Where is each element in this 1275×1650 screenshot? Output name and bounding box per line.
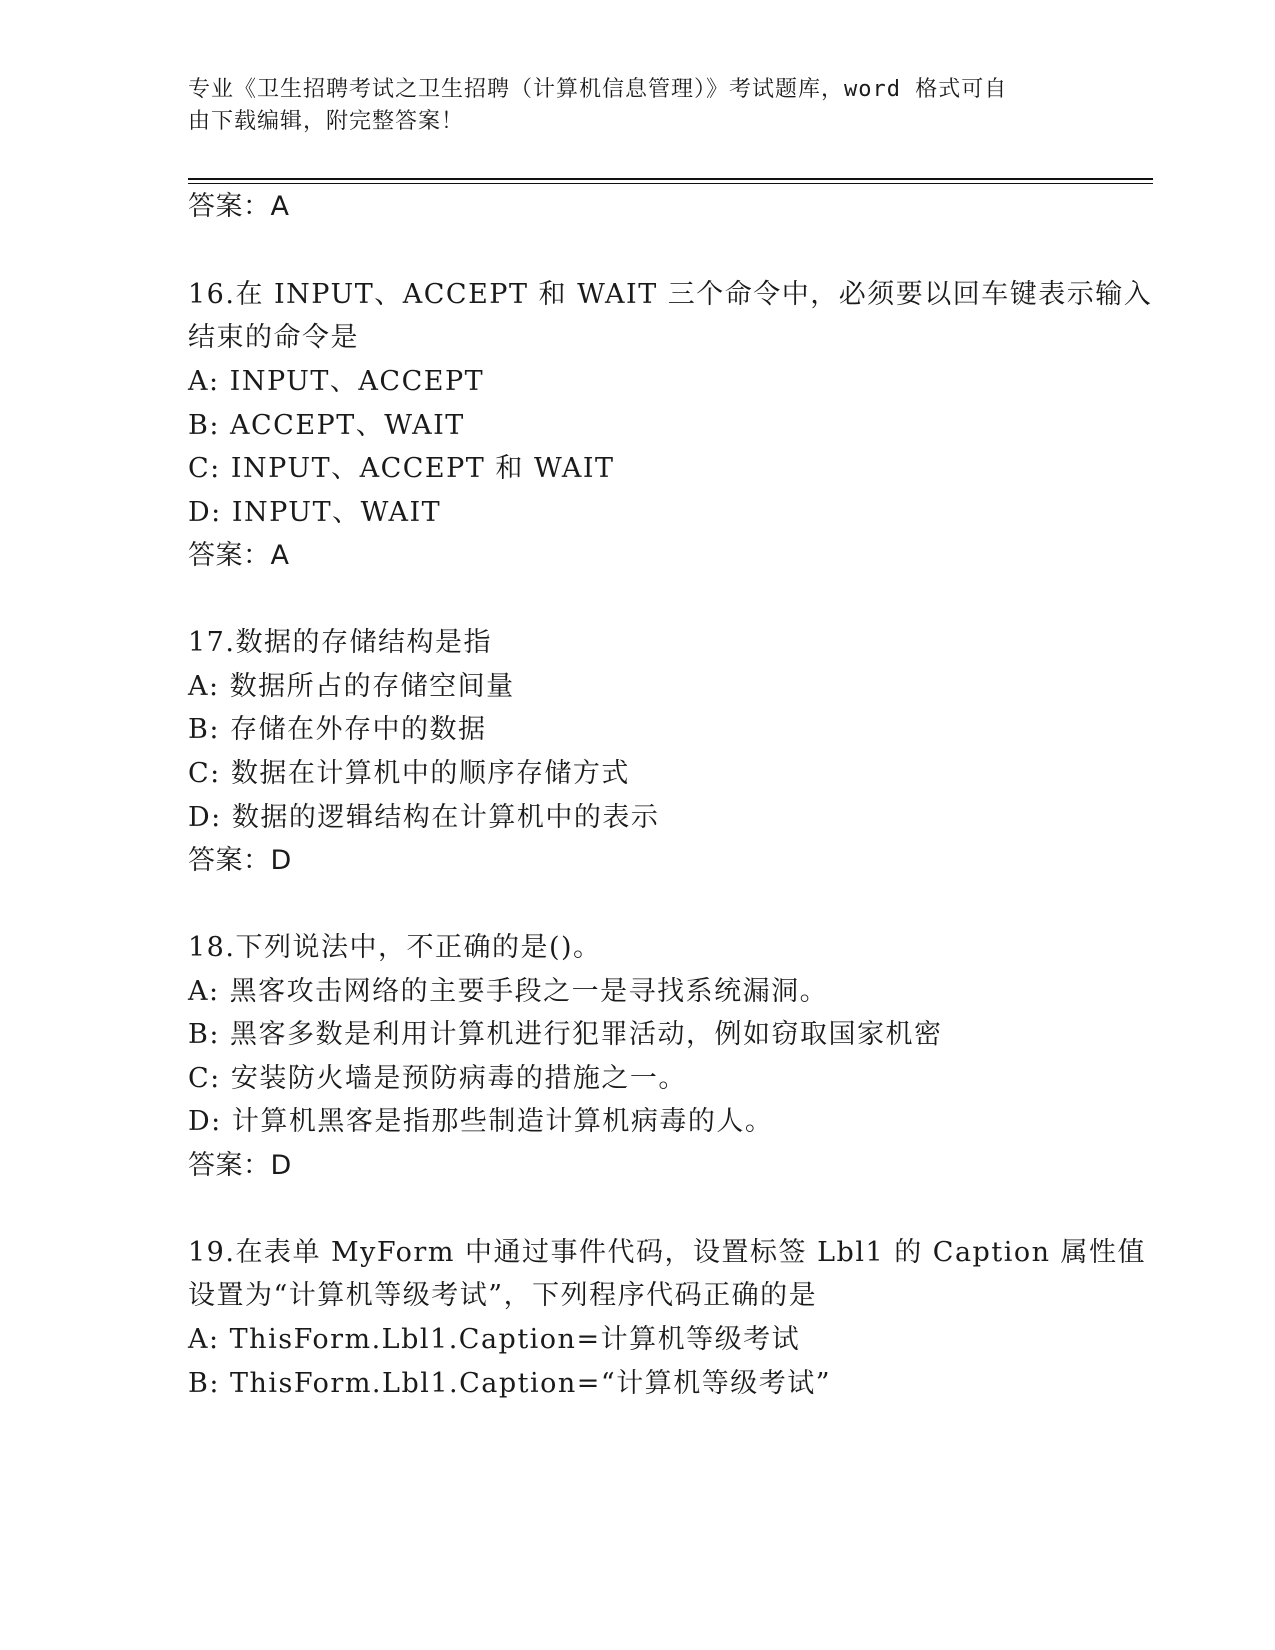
question-17-answer: 答案：D bbox=[188, 845, 292, 876]
header-divider-thick bbox=[188, 178, 1153, 180]
question-16-answer: 答案：A bbox=[188, 540, 290, 571]
question-16-option-b: B: ACCEPT、WAIT bbox=[188, 410, 465, 441]
question-18-stem: 18.下列说法中，不正确的是()。 bbox=[188, 932, 602, 963]
question-18-option-c: C: 安装防火墙是预防病毒的措施之一。 bbox=[188, 1063, 687, 1094]
previous-answer: 答案：A bbox=[188, 191, 290, 222]
question-17-option-c: C: 数据在计算机中的顺序存储方式 bbox=[188, 758, 630, 789]
question-17-stem: 17.数据的存储结构是指 bbox=[188, 627, 492, 658]
question-19-stem-line-1: 19.在表单 MyForm 中通过事件代码，设置标签 Lbl1 的 Caption 属性值 bbox=[188, 1237, 1147, 1268]
question-17-option-a: A: 数据所占的存储空间量 bbox=[188, 671, 515, 702]
question-18-answer: 答案：D bbox=[188, 1150, 292, 1181]
question-16-option-a: A: INPUT、ACCEPT bbox=[188, 366, 485, 397]
header-line-1: 专业《卫生招聘考试之卫生招聘（计算机信息管理）》考试题库，word 格式可自 bbox=[188, 77, 1008, 102]
question-16-stem-line-1: 16.在 INPUT、ACCEPT 和 WAIT 三个命令中，必须要以回车键表示输入 bbox=[188, 279, 1153, 310]
question-18-option-d: D: 计算机黑客是指那些制造计算机病毒的人。 bbox=[188, 1106, 774, 1137]
question-19-option-a: A: ThisForm.Lbl1.Caption=计算机等级考试 bbox=[188, 1324, 801, 1355]
question-18-option-a: A: 黑客攻击网络的主要手段之一是寻找系统漏洞。 bbox=[188, 976, 829, 1007]
header-line-2: 由下载编辑，附完整答案！ bbox=[188, 109, 465, 134]
question-16-option-d: D: INPUT、WAIT bbox=[188, 497, 442, 528]
document-header bbox=[188, 74, 1068, 138]
header-divider-thin bbox=[188, 183, 1153, 184]
question-16-option-c: C: INPUT、ACCEPT 和 WAIT bbox=[188, 453, 615, 484]
question-16-stem-line-2: 结束的命令是 bbox=[188, 322, 359, 353]
question-19-stem-line-2: 设置为“计算机等级考试”，下列程序代码正确的是 bbox=[188, 1280, 818, 1311]
question-18-option-b: B: 黑客多数是利用计算机进行犯罪活动，例如窃取国家机密 bbox=[188, 1019, 943, 1050]
question-17-option-d: D: 数据的逻辑结构在计算机中的表示 bbox=[188, 802, 660, 833]
question-17-option-b: B: 存储在外存中的数据 bbox=[188, 714, 487, 745]
question-19-option-b: B: ThisForm.Lbl1.Caption=“计算机等级考试” bbox=[188, 1368, 832, 1399]
